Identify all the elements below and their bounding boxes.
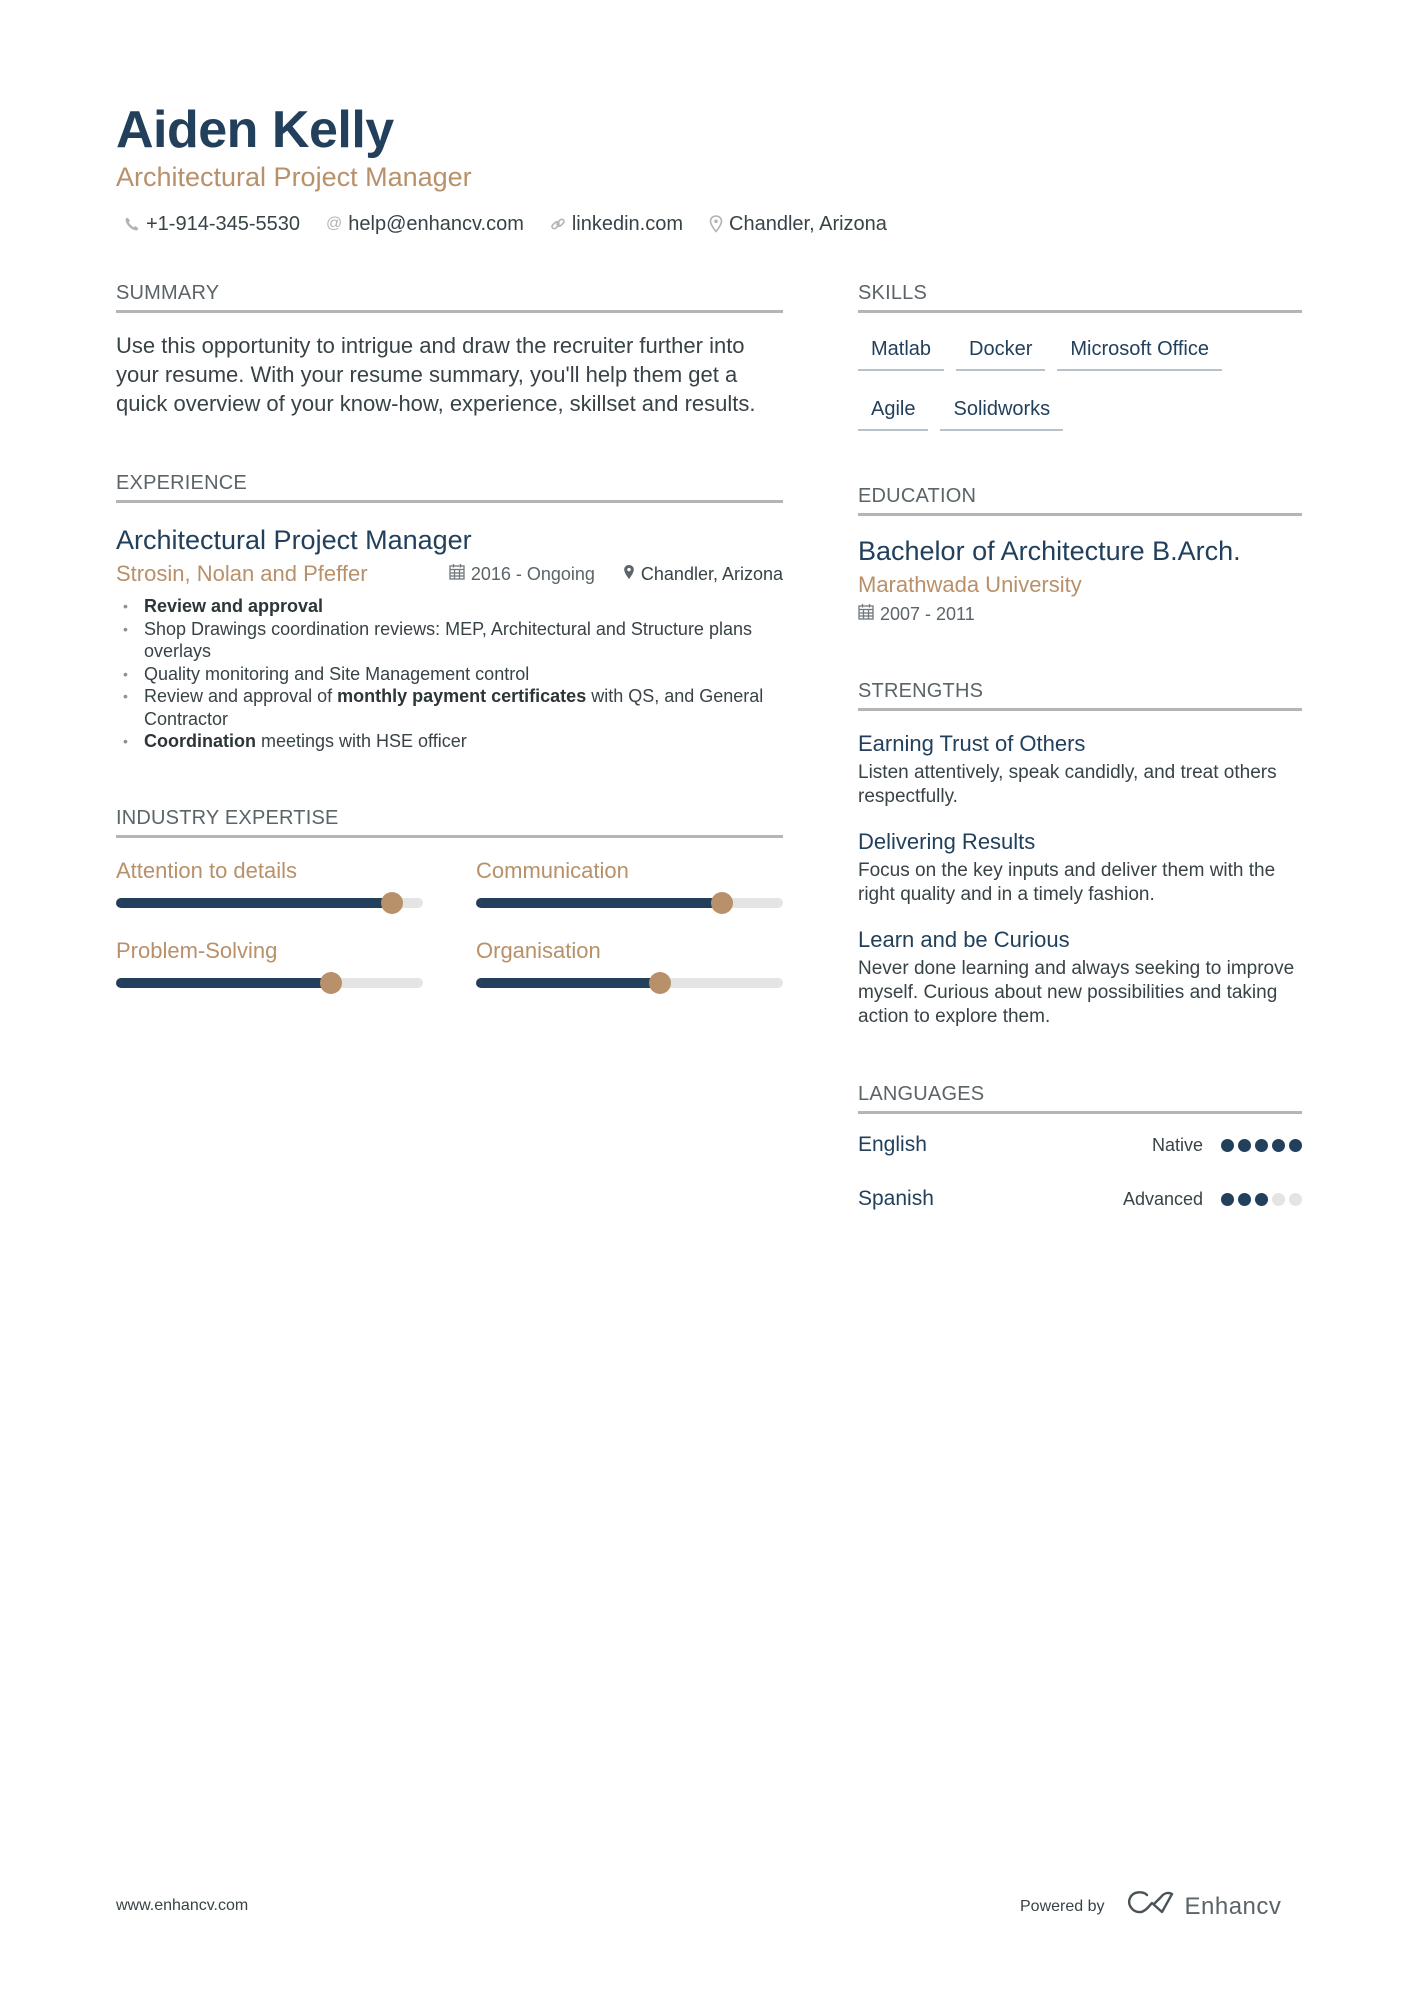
language-level: Native bbox=[1151, 1134, 1203, 1155]
phone-icon bbox=[124, 216, 140, 232]
expertise-slider bbox=[476, 898, 783, 908]
languages-list bbox=[858, 1130, 1302, 1214]
proficiency-dot bbox=[1238, 1193, 1251, 1206]
strength-title: Earning Trust of Others bbox=[858, 731, 1086, 756]
contact-linkedin[interactable] bbox=[550, 210, 683, 238]
footer-branding bbox=[1020, 1890, 1281, 1923]
section-title-industry-expertise: INDUSTRY EXPERTISE bbox=[116, 805, 783, 838]
enhancv-logo[interactable] bbox=[1127, 1890, 1282, 1923]
contact-location bbox=[709, 210, 887, 238]
experience-company: Strosin, Nolan and Pfeffer bbox=[116, 561, 368, 586]
strengths-list bbox=[858, 729, 1302, 1029]
linkedin-link[interactable]: linkedin.com bbox=[571, 213, 684, 235]
skill-tag: Solidworks bbox=[940, 387, 1063, 431]
proficiency-dots bbox=[1221, 1193, 1302, 1206]
industry-expertise-section bbox=[116, 805, 783, 988]
expertise-label: Attention to details bbox=[116, 857, 298, 883]
proficiency-dot bbox=[1272, 1193, 1285, 1206]
strength-title: Learn and be Curious bbox=[858, 927, 1070, 952]
strength-description: Listen attentively, speak candidly, and treat others respectfully. bbox=[858, 762, 1277, 807]
proficiency-dot bbox=[1221, 1193, 1234, 1206]
expertise-slider bbox=[476, 978, 783, 988]
proficiency-dot bbox=[1255, 1193, 1268, 1206]
skills-section bbox=[858, 280, 1302, 431]
candidate-name: Aiden Kelly bbox=[116, 101, 394, 159]
proficiency-dot bbox=[1289, 1193, 1302, 1206]
left-column bbox=[116, 280, 783, 988]
experience-bullet: • Coordination meetings with HSE officer bbox=[116, 730, 783, 753]
proficiency-dot bbox=[1238, 1139, 1251, 1152]
enhancv-logo-icon bbox=[1127, 1890, 1175, 1923]
language-row bbox=[858, 1184, 1302, 1214]
summary-section bbox=[116, 280, 783, 418]
slider-knob bbox=[711, 892, 733, 914]
expertise-item bbox=[116, 856, 423, 908]
slider-fill bbox=[476, 978, 660, 988]
proficiency-dots bbox=[1221, 1139, 1302, 1152]
experience-bullet: • Review and approval bbox=[116, 595, 783, 618]
strength-item bbox=[858, 729, 1302, 809]
language-row bbox=[858, 1130, 1302, 1160]
powered-by-label: Powered by bbox=[1020, 1897, 1105, 1915]
slider-fill bbox=[116, 898, 392, 908]
strengths-section bbox=[858, 678, 1302, 1029]
language-name: English bbox=[858, 1133, 927, 1156]
enhancv-wordmark: Enhancv bbox=[1184, 1892, 1282, 1920]
expertise-slider bbox=[116, 898, 423, 908]
strength-title: Delivering Results bbox=[858, 829, 1036, 854]
proficiency-dot bbox=[1255, 1139, 1268, 1152]
right-column bbox=[858, 280, 1302, 1214]
education-section bbox=[858, 483, 1302, 626]
skill-tag: Agile bbox=[858, 387, 928, 431]
phone-text: +1-914-345-5530 bbox=[146, 213, 301, 235]
section-title-experience: EXPERIENCE bbox=[116, 470, 783, 503]
calendar-icon bbox=[449, 563, 465, 585]
slider-fill bbox=[476, 898, 722, 908]
expertise-label: Communication bbox=[476, 857, 629, 883]
strength-item bbox=[858, 925, 1302, 1029]
experience-entry bbox=[116, 523, 783, 753]
section-title-education: EDUCATION bbox=[858, 483, 1302, 516]
expertise-grid bbox=[116, 856, 783, 988]
strength-description: Focus on the key inputs and deliver them with the right quality and in a timely fashion. bbox=[858, 860, 1276, 905]
strength-description: Never done learning and always seeking to improve myself. Curious about new possibilities and taking action to explore them. bbox=[858, 958, 1295, 1027]
expertise-label: Organisation bbox=[476, 937, 601, 963]
languages-section bbox=[858, 1081, 1302, 1214]
experience-meta bbox=[116, 559, 783, 589]
proficiency-dot bbox=[1272, 1139, 1285, 1152]
education-entry bbox=[858, 534, 1302, 626]
slider-knob bbox=[649, 972, 671, 994]
footer-website[interactable]: www.enhancv.com bbox=[116, 1897, 249, 1914]
link-icon bbox=[550, 216, 566, 232]
expertise-item bbox=[476, 856, 783, 908]
experience-bullets bbox=[116, 595, 783, 753]
experience-section bbox=[116, 470, 783, 753]
expertise-slider bbox=[116, 978, 423, 988]
education-degree: Bachelor of Architecture B.Arch. bbox=[858, 536, 1241, 566]
location-pin-icon bbox=[623, 564, 635, 585]
experience-bullet: • Quality monitoring and Site Management control bbox=[116, 663, 783, 686]
slider-fill bbox=[116, 978, 331, 988]
language-level: Advanced bbox=[1122, 1188, 1203, 1209]
experience-dates: 2016 - Ongoing bbox=[449, 563, 595, 585]
candidate-title: Architectural Project Manager bbox=[116, 162, 472, 192]
skill-tag: Microsoft Office bbox=[1057, 327, 1222, 371]
contact-bar bbox=[124, 210, 887, 238]
skill-tag: Docker bbox=[956, 327, 1045, 371]
education-dates: 2007 - 2011 bbox=[858, 602, 1302, 626]
education-school: Marathwada University bbox=[858, 572, 1082, 597]
experience-bullet: • Review and approval of monthly payment certificates with QS, and General Contractor bbox=[116, 685, 783, 730]
proficiency-dot bbox=[1289, 1139, 1302, 1152]
skill-tag: Matlab bbox=[858, 327, 944, 371]
strength-item bbox=[858, 827, 1302, 907]
contact-email[interactable] bbox=[326, 210, 524, 238]
calendar-icon bbox=[858, 602, 874, 626]
slider-knob bbox=[320, 972, 342, 994]
experience-bullet: • Shop Drawings coordination reviews: MEP, Architectural and Structure plans overlays bbox=[116, 618, 783, 663]
location-pin-icon bbox=[709, 215, 723, 233]
email-link[interactable]: help@enhancv.com bbox=[348, 213, 524, 235]
section-title-skills: SKILLS bbox=[858, 280, 1302, 313]
language-name: Spanish bbox=[858, 1187, 934, 1210]
expertise-item bbox=[476, 936, 783, 988]
section-title-languages: LANGUAGES bbox=[858, 1081, 1302, 1114]
summary-text: Use this opportunity to intrigue and draw the recruiter further into your resume. With your resume summary, you'll help them get a quick overview of your know-how, experience, skillset and results. bbox=[116, 333, 756, 416]
experience-role: Architectural Project Manager bbox=[116, 525, 472, 555]
expertise-label: Problem-Solving bbox=[116, 937, 278, 963]
slider-knob bbox=[381, 892, 403, 914]
experience-location: Chandler, Arizona bbox=[623, 564, 783, 585]
location-text: Chandler, Arizona bbox=[729, 213, 887, 235]
expertise-item bbox=[116, 936, 423, 988]
at-icon: @ bbox=[326, 215, 343, 232]
section-title-strengths: STRENGTHS bbox=[858, 678, 1302, 711]
skills-list bbox=[858, 327, 1302, 431]
section-title-summary: SUMMARY bbox=[116, 280, 783, 313]
proficiency-dot bbox=[1221, 1139, 1234, 1152]
contact-phone bbox=[124, 210, 300, 238]
